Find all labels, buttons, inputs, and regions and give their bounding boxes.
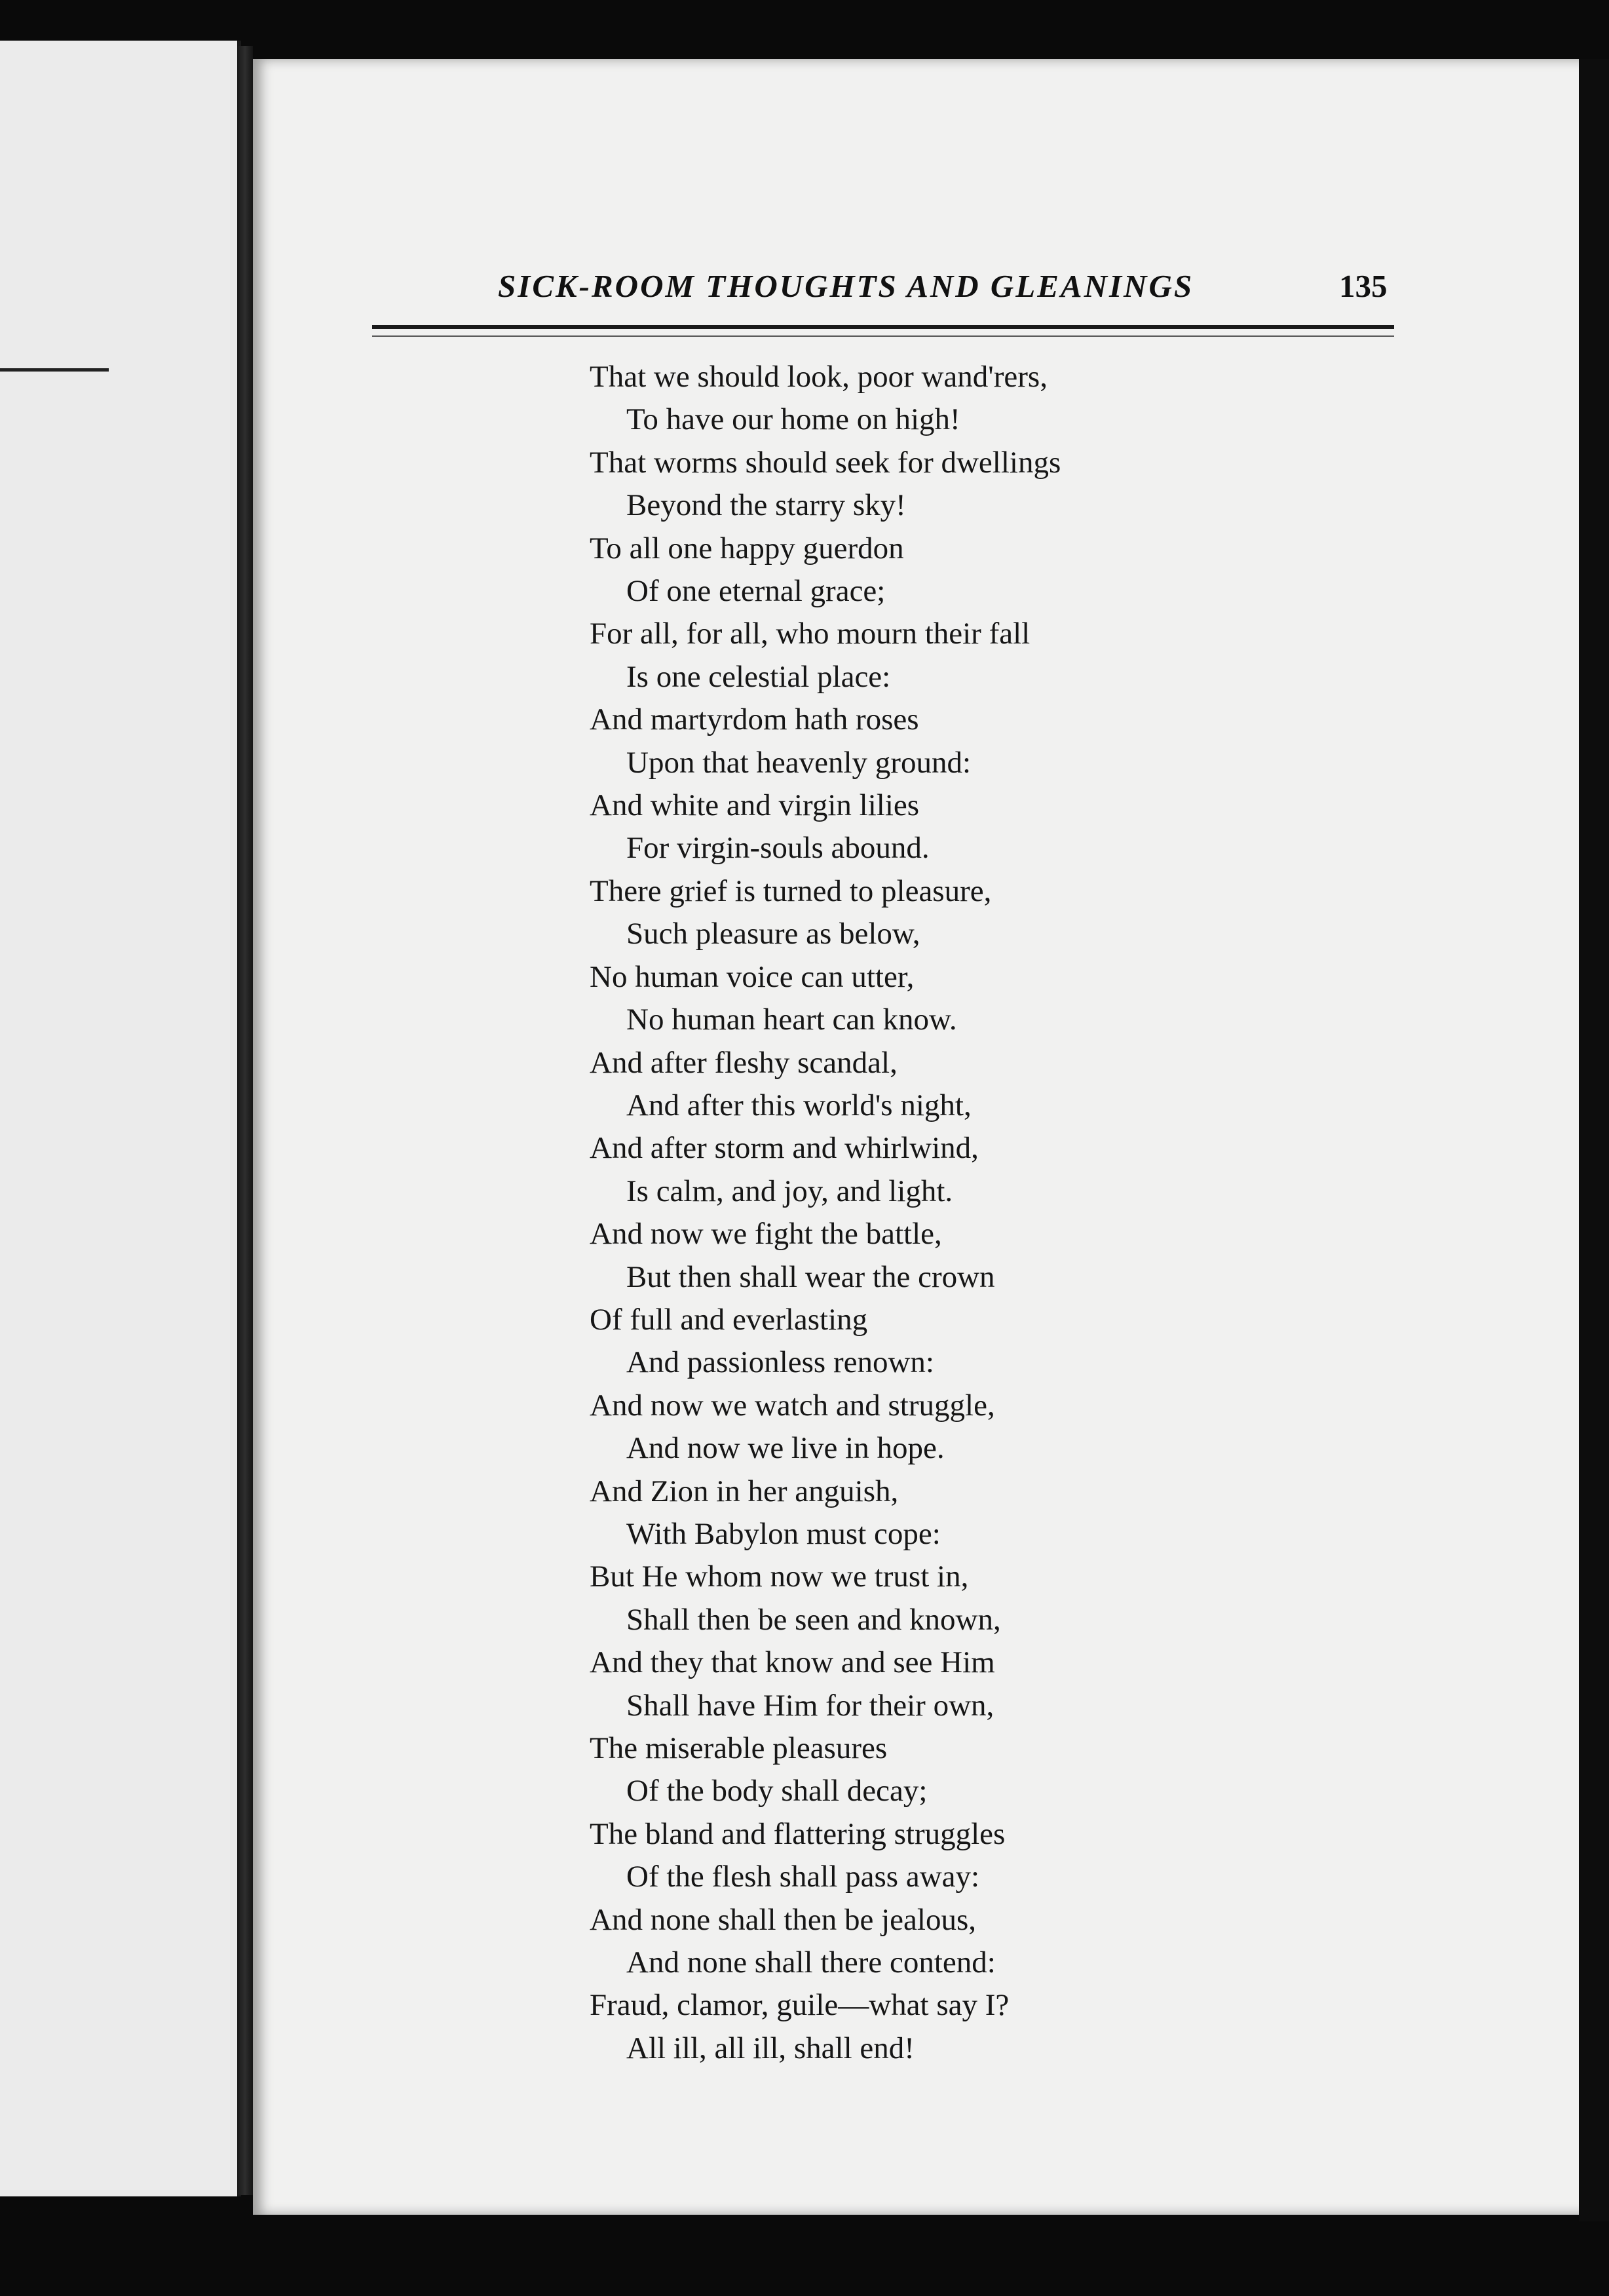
poem-line: And they that know and see Him [590,1645,995,1680]
poem-line: And after fleshy scandal, [590,1045,898,1080]
poem-line: And none shall there contend: [626,1945,996,1980]
poem-line: Is one celestial place: [626,659,891,694]
poem-line: Upon that heavenly ground: [626,745,972,780]
poem-line: Fraud, clamor, guile—what say I? [590,1988,1010,2023]
header-rule-thin [372,335,1394,337]
poem-line: For all, for all, who mourn their fall [590,617,1031,651]
poem-line: And after this world's night, [626,1088,972,1122]
poem-line: Of the body shall decay; [626,1774,928,1808]
poem-line: Shall have Him for their own, [626,1688,994,1723]
poem-line: And after storm and whirlwind, [590,1131,979,1166]
poem-body [590,356,1376,2070]
poem-line: The bland and flattering struggles [590,1816,1006,1851]
poem-line: And Zion in her anguish, [590,1474,899,1508]
left-page-rule [0,368,109,372]
poem-line: The miserable pleasures [590,1731,888,1765]
page-number: 135 [1339,268,1388,304]
poem-line: To all one happy guerdon [590,531,904,565]
poem-line: That worms should seek for dwellings [590,445,1061,480]
poem-line: And white and virgin lilies [590,788,920,823]
poem-line: And now we watch and struggle, [590,1388,995,1423]
right-border [1579,59,1609,2221]
header-rule [372,325,1394,329]
poem-line: Is calm, and joy, and light. [626,1174,953,1208]
running-head: SICK-ROOM THOUGHTS AND GLEANINGS [498,268,1194,304]
poem-line: Shall then be seen and known, [626,1602,1001,1637]
poem-line: And now we live in hope. [626,1431,945,1466]
poem-line: With Babylon must cope: [626,1516,941,1551]
poem-line: Beyond the starry sky! [626,488,906,523]
poem-line: But He whom now we trust in, [590,1559,969,1594]
book-gutter [237,46,253,2195]
poem-line: But then shall wear the crown [626,1259,995,1294]
poem-line: All ill, all ill, shall end! [626,2031,915,2065]
poem-line: No human heart can know. [626,1003,957,1037]
poem-line: And passionless renown: [626,1345,934,1380]
poem-line: To have our home on high! [626,402,960,437]
poem-line: Such pleasure as below, [626,917,920,951]
poem-line: There grief is turned to pleasure, [590,873,992,908]
poem-line: And none shall then be jealous, [590,1902,976,1937]
poem-line: No human voice can utter, [590,959,915,994]
poem-line: That we should look, poor wand'rers, [590,360,1048,394]
poem-line: Of the flesh shall pass away: [626,1860,980,1894]
poem-line: Of one eternal grace; [626,574,886,609]
poem-line: For virgin-souls abound. [626,831,930,866]
poem-line: Of full and everlasting [590,1302,868,1337]
poem-line: And martyrdom hath roses [590,702,919,737]
poem-line: And now we fight the battle, [590,1217,942,1252]
left-page-edge [0,41,241,2196]
